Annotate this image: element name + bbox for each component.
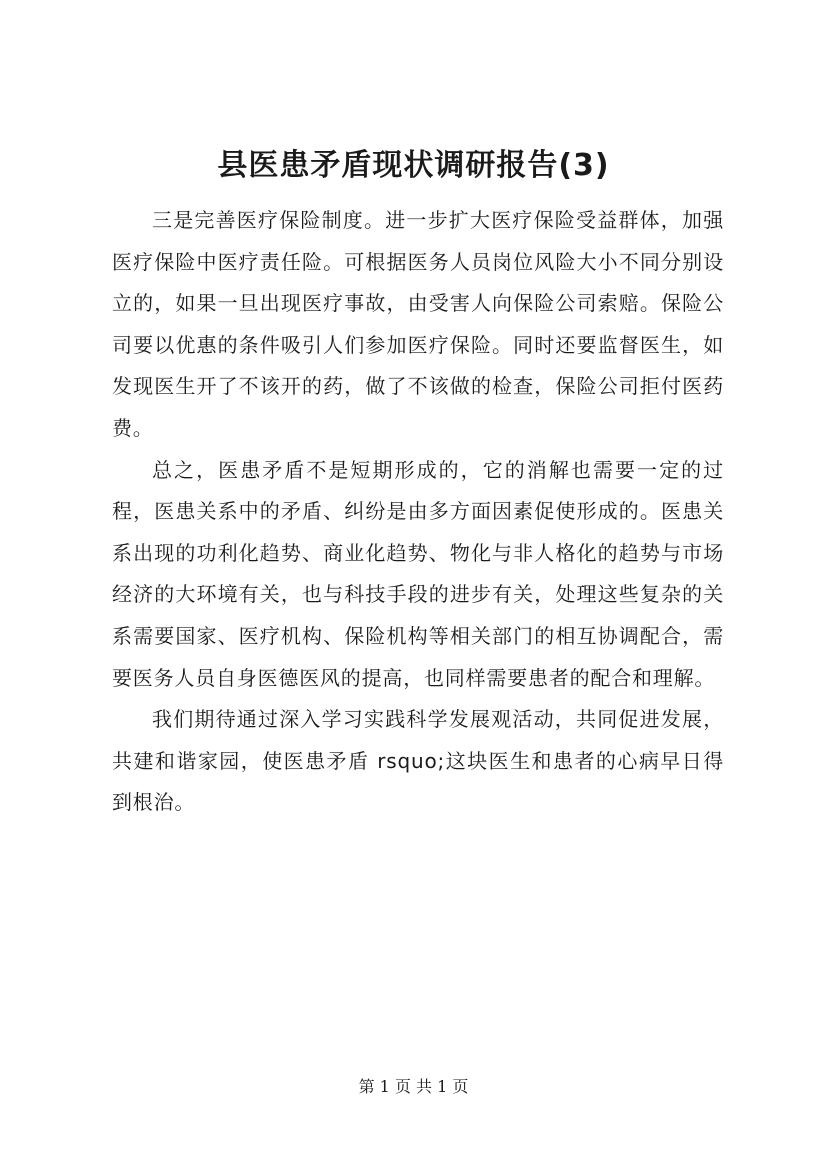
document-title: 县医患矛盾现状调研报告(3) <box>217 148 610 183</box>
paragraph-conclusion: 总之，医患矛盾不是短期形成的，它的消解也需要一定的过程，医患关系中的矛盾、纠纷是由多方面因素促使形成的。医患关系出现的功利化趋势、商业化趋势、物化与非人格化的趋势与市场经济的大环境有关，也与科技手段的进步有关，处理这些复杂的关系需要国家、医疗机构、保险机构等相关部门的相互协调配合，需要医务人员自身医德医风的提高，也同样需要患者的配合和理解。 <box>112 457 724 690</box>
page-footer: 第 1 页 共 1 页 <box>358 1077 469 1096</box>
document-body <box>112 200 724 824</box>
paragraph-expectation: 我们期待通过深入学习实践科学发展观活动，共同促进发展，共建和谐家园，使医患矛盾 rsquo;这块医生和患者的心病早日得到根治。 <box>112 707 724 815</box>
paragraph-insurance: 三是完善医疗保险制度。进一步扩大医疗保险受益群体，加强医疗保险中医疗责任险。可根据医务人员岗位风险大小不同分别设立的，如果一旦出现医疗事故，由受害人向保险公司索赔。保险公司要以优惠的条件吸引人们参加医疗保险。同时还要监督医生，如发现医生开了不该开的药，做了不该做的检查，保险公司拒付医药费。 <box>112 208 724 440</box>
